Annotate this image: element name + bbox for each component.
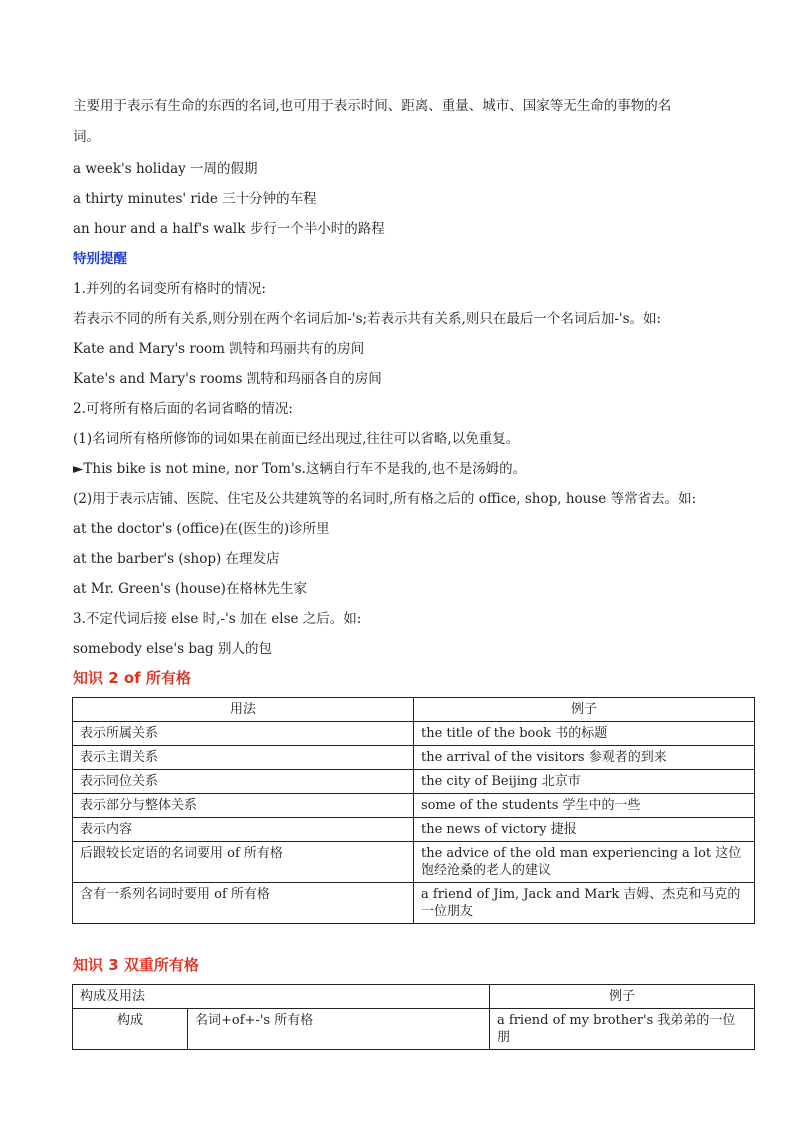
table-cell: 表示主谓关系 (73, 746, 414, 770)
table-row (73, 842, 755, 883)
note-example: somebody else's bag 别人的包 (73, 641, 272, 657)
table-cell: the advice of the old man experiencing a lot 这位饱经沧桑的老人的建议 (414, 842, 755, 883)
note-point-1: 1.并列的名词变所有格时的情况: (73, 281, 266, 297)
intro-line-1: 主要用于表示有生命的东西的名词,也可用于表示时间、距离、重量、城市、国家等无生命的事物的名 (73, 98, 672, 114)
table-row (73, 722, 755, 746)
note-point-3: 3.不定代词后接 else 时,-'s 加在 else 之后。如: (73, 611, 362, 627)
table-row (73, 818, 755, 842)
note-example: Kate and Mary's room 凯特和玛丽共有的房间 (73, 341, 365, 357)
table-row (73, 794, 755, 818)
table-header-row (73, 698, 755, 722)
note-point-2b: (2)用于表示店铺、医院、住宅及公共建筑等的名词时,所有格之后的 office, shop, house 等常省去。如: (73, 491, 697, 507)
note-example: at the barber's (shop) 在理发店 (73, 551, 280, 567)
section-3-heading: 知识 3 双重所有格 (73, 956, 199, 974)
table-row (73, 746, 755, 770)
note-example: Kate's and Mary's rooms 凯特和玛丽各自的房间 (73, 371, 382, 387)
note-point-1-detail: 若表示不同的所有关系,则分别在两个名词后加-'s;若表示共有关系,则只在最后一个名词后加-'s。如: (73, 311, 662, 327)
table-cell: a friend of Jim, Jack and Mark 吉姆、杰克和马克的一位朋友 (414, 883, 755, 924)
table-cell: some of the students 学生中的一些 (414, 794, 755, 818)
table-cell: the city of Beijing 北京市 (414, 770, 755, 794)
example-line: an hour and a half's walk 步行一个半小时的路程 (73, 221, 385, 237)
table-header: 用法 (73, 698, 414, 722)
table-cell: a friend of my brother's 我弟弟的一位朋 (490, 1009, 755, 1050)
note-point-2: 2.可将所有格后面的名词省略的情况: (73, 401, 293, 417)
table-cell: 构成 (73, 1009, 188, 1050)
table-row (73, 770, 755, 794)
example-line: a week's holiday 一周的假期 (73, 161, 258, 177)
table-cell: 表示同位关系 (73, 770, 414, 794)
note-point-2a-example: ►This bike is not mine, nor Tom's.这辆自行车不是我的,也不是汤姆的。 (73, 461, 527, 477)
table-row (73, 1009, 755, 1050)
note-example: at the doctor's (office)在(医生的)诊所里 (73, 521, 330, 537)
table-cell: 表示部分与整体关系 (73, 794, 414, 818)
table-cell: 表示内容 (73, 818, 414, 842)
note-point-2a: (1)名词所有格所修饰的词如果在前面已经出现过,往往可以省略,以免重复。 (73, 431, 520, 447)
table-cell: 名词+of+-'s 所有格 (188, 1009, 490, 1050)
table-header: 例子 (490, 985, 755, 1009)
table-cell: 后跟较长定语的名词要用 of 所有格 (73, 842, 414, 883)
table-row (73, 883, 755, 924)
table-header: 例子 (414, 698, 755, 722)
table-cell: the title of the book 书的标题 (414, 722, 755, 746)
note-heading: 特别提醒 (73, 251, 127, 267)
example-line: a thirty minutes' ride 三十分钟的车程 (73, 191, 317, 207)
table-cell: the arrival of the visitors 参观者的到来 (414, 746, 755, 770)
table-cell: 含有一系列名词时要用 of 所有格 (73, 883, 414, 924)
table-cell: the news of victory 捷报 (414, 818, 755, 842)
of-possessive-table (72, 697, 755, 924)
note-example: at Mr. Green's (house)在格林先生家 (73, 581, 307, 597)
section-2-heading: 知识 2 of 所有格 (73, 669, 191, 687)
double-possessive-table (72, 984, 755, 1050)
intro-line-2: 词。 (73, 129, 100, 145)
table-header-row (73, 985, 755, 1009)
table-header: 构成及用法 (73, 985, 490, 1009)
table-cell: 表示所属关系 (73, 722, 414, 746)
